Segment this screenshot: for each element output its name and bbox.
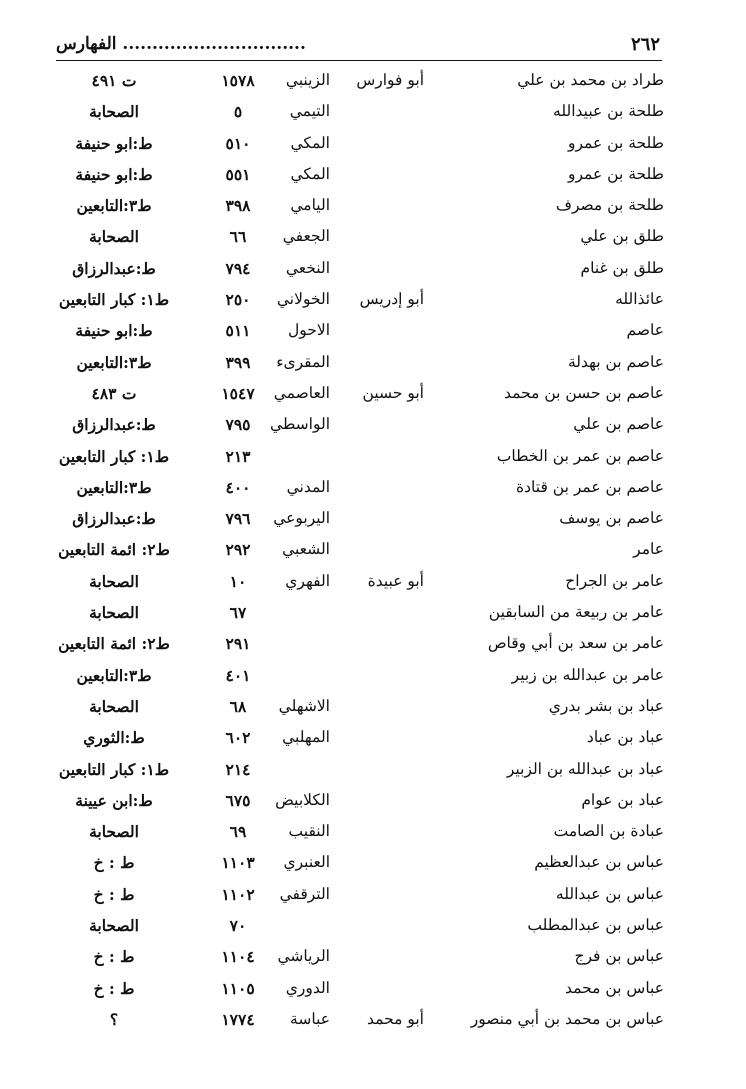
source-reference: ط١: كبار التابعين [58, 446, 170, 466]
index-row [0, 255, 746, 286]
person-name: عباد بن عباد [586, 728, 664, 747]
entry-number: ٦٩ [229, 822, 247, 842]
entry-number: ٤٠١ [225, 665, 251, 685]
source-reference: ط١: كبار التابعين [58, 759, 170, 779]
source-reference: ط:ابو حنيفة [75, 164, 153, 184]
entry-number: ١٧٧٤ [221, 1009, 255, 1029]
source-reference: ط٣:التابعين [76, 196, 152, 216]
nisba: النخعي [285, 258, 330, 277]
kunya: أبو محمد [367, 1009, 424, 1028]
index-row [0, 443, 746, 474]
nisba: الفهري [285, 571, 330, 590]
person-name: عباس بن محمد [565, 978, 664, 997]
index-row [0, 130, 746, 161]
kunya: أبو إدريس [359, 290, 424, 309]
kunya: أبو حسين [362, 383, 424, 402]
entry-number: ٤٠٠ [225, 477, 251, 497]
person-name: عاصم بن بهدلة [567, 352, 664, 371]
index-row [0, 536, 746, 567]
nisba: الدوري [285, 978, 330, 997]
source-reference: ط : خ [93, 947, 135, 967]
entry-number: ١١٠٢ [221, 884, 255, 904]
nisba: الاحول [288, 321, 330, 340]
entry-number: ١٠ [229, 571, 247, 591]
source-reference: ط٢: ائمة التابعين [58, 540, 170, 560]
index-table [0, 67, 746, 1037]
index-row [0, 881, 746, 912]
source-reference: ط٢: ائمة التابعين [58, 634, 170, 654]
source-reference: ط:ابو حنيفة [75, 321, 153, 341]
entry-number: ٢٥٠ [225, 290, 251, 310]
source-reference: ت ٤٨٣ [91, 383, 137, 403]
nisba: الجعفي [282, 227, 330, 246]
kunya: أبو عبيدة [367, 571, 424, 590]
entry-number: ٥٥١ [225, 164, 251, 184]
nisba: الزينبي [285, 71, 330, 89]
source-reference: الصحابة [89, 571, 139, 591]
index-row [0, 849, 746, 880]
entry-number: ٦٠٢ [225, 728, 251, 748]
entry-number: ٦٨ [229, 696, 247, 716]
index-row [0, 662, 746, 693]
person-name: طراد بن محمد بن علي [517, 71, 664, 89]
person-name: عباس بن عبدالعظيم [534, 853, 664, 872]
index-row [0, 693, 746, 724]
person-name: عاصم [626, 321, 664, 340]
entry-number: ٧٩٥ [225, 415, 251, 435]
entry-number: ٥١٠ [225, 133, 251, 153]
source-reference: ط:عبدالرزاق [72, 415, 156, 435]
index-row [0, 756, 746, 787]
entry-number: ٢١٣ [225, 446, 251, 466]
nisba: المهلبي [282, 728, 330, 747]
source-reference: ط:ابن عيينة [75, 790, 153, 810]
running-title [56, 34, 306, 54]
source-reference: ت ٤٩١ [91, 71, 137, 90]
entry-number: ٥١١ [225, 321, 251, 341]
person-name: عباس بن عبدالله [555, 884, 664, 903]
source-reference: الصحابة [89, 822, 139, 842]
entry-number: ١١٠٥ [221, 978, 255, 998]
index-row [0, 380, 746, 411]
nisba: المكي [290, 164, 330, 183]
source-reference: ط٣:التابعين [76, 477, 152, 497]
index-row [0, 192, 746, 223]
index-row [0, 1006, 746, 1037]
entry-number: ١١٠٤ [221, 947, 255, 967]
source-reference: ط : خ [93, 884, 135, 904]
person-name: عباس بن محمد بن أبي منصور [470, 1009, 664, 1028]
index-row [0, 912, 746, 943]
index-row [0, 599, 746, 630]
page-number: ٢٦٢ [630, 34, 660, 55]
source-reference: ط : خ [93, 853, 135, 873]
nisba: الشعبي [282, 540, 330, 559]
person-name: عاصم بن عمر بن قتادة [516, 477, 664, 496]
person-name: عباس بن عبدالمطلب [527, 916, 664, 935]
source-reference: ؟ [109, 1009, 119, 1029]
nisba: التيمي [289, 102, 330, 121]
entry-number: ١١٠٣ [221, 853, 255, 873]
nisba: الواسطي [270, 415, 330, 434]
index-row [0, 474, 746, 505]
nisba: الاشهلي [278, 696, 330, 715]
person-name: عبادة بن الصامت [553, 822, 664, 841]
source-reference: الصحابة [89, 696, 139, 716]
person-name: عاصم بن علي [573, 415, 664, 434]
nisba: الرياشي [277, 947, 330, 966]
person-name: عباس بن فرج [574, 947, 664, 966]
index-row [0, 98, 746, 129]
nisba: اليامي [290, 196, 330, 215]
index-row [0, 630, 746, 661]
person-name: عاصم بن عمر بن الخطاب [496, 446, 664, 465]
person-name: عاصم بن يوسف [559, 509, 664, 528]
source-reference: الصحابة [89, 102, 139, 122]
index-row [0, 787, 746, 818]
source-reference: ط:عبدالرزاق [72, 509, 156, 529]
person-name: طلحة بن مصرف [555, 196, 664, 215]
page-header [56, 34, 662, 61]
nisba: الكلابيض [275, 790, 330, 809]
person-name: طلحة بن عبيدالله [553, 102, 664, 121]
entry-number: ٦٧٥ [225, 790, 251, 810]
person-name: طلحة بن عمرو [568, 164, 664, 183]
person-name: عائذالله [615, 290, 664, 309]
source-reference: ط٣:التابعين [76, 352, 152, 372]
index-row [0, 161, 746, 192]
person-name: عامر بن الجراح [565, 571, 664, 590]
entry-number: ٣٩٩ [225, 352, 251, 372]
entry-number: ١٥٧٨ [221, 71, 255, 90]
running-title-text: الفهارس [56, 34, 117, 54]
entry-number: ٦٧ [229, 603, 247, 623]
index-row [0, 286, 746, 317]
nisba: المدني [286, 477, 330, 496]
nisba: العنبري [283, 853, 330, 872]
kunya: أبو فوارس [356, 71, 424, 89]
index-row [0, 67, 746, 98]
index-row [0, 568, 746, 599]
entry-number: ٢١٤ [225, 759, 251, 779]
nisba: اليربوعي [273, 509, 330, 528]
entry-number: ٧٩٤ [225, 258, 251, 278]
nisba: عباسة [290, 1009, 330, 1028]
person-name: عامر بن ربيعة من السابقين [488, 603, 664, 622]
person-name: عامر بن سعد بن أبي وقاص [487, 634, 664, 653]
entry-number: ٣٩٨ [225, 196, 251, 216]
index-row [0, 943, 746, 974]
person-name: عامر [633, 540, 664, 559]
entry-number: ٧٩٦ [225, 509, 251, 529]
index-row [0, 724, 746, 755]
nisba: المقرىء [276, 352, 330, 371]
person-name: عاصم بن حسن بن محمد [504, 383, 664, 402]
nisba: المكي [290, 133, 330, 152]
source-reference: ط:ابو حنيفة [75, 133, 153, 153]
source-reference: الصحابة [89, 227, 139, 247]
source-reference: ط٣:التابعين [76, 665, 152, 685]
index-row [0, 411, 746, 442]
entry-number: ٧٠ [229, 916, 247, 936]
person-name: عباد بن بشر بدري [548, 696, 664, 715]
source-reference: ط:عبدالرزاق [72, 258, 156, 278]
nisba: النقيب [288, 822, 330, 841]
source-reference: ط١: كبار التابعين [58, 290, 170, 310]
index-row [0, 223, 746, 254]
entry-number: ٥ [233, 102, 243, 122]
nisba: العاصمي [273, 383, 330, 402]
source-reference: الصحابة [89, 603, 139, 623]
index-row [0, 505, 746, 536]
entry-number: ١٥٤٧ [221, 383, 255, 403]
index-row [0, 818, 746, 849]
entry-number: ٢٩٢ [225, 540, 251, 560]
index-row [0, 317, 746, 348]
index-row [0, 349, 746, 380]
person-name: طلحة بن عمرو [568, 133, 664, 152]
person-name: عامر بن عبدالله بن زبير [511, 665, 664, 684]
source-reference: الصحابة [89, 916, 139, 936]
index-row [0, 975, 746, 1006]
source-reference: ط : خ [93, 978, 135, 998]
nisba: الترقفي [279, 884, 330, 903]
person-name: طلق بن علي [580, 227, 664, 246]
entry-number: ٢٩١ [225, 634, 251, 654]
nisba: الخولاني [276, 290, 330, 309]
entry-number: ٦٦ [229, 227, 247, 247]
source-reference: ط:الثوري [83, 728, 145, 748]
leader-dots: ............................... [122, 34, 306, 54]
person-name: عباد بن عوام [581, 790, 664, 809]
person-name: طلق بن غنام [580, 258, 664, 277]
person-name: عباد بن عبدالله بن الزبير [506, 759, 664, 778]
